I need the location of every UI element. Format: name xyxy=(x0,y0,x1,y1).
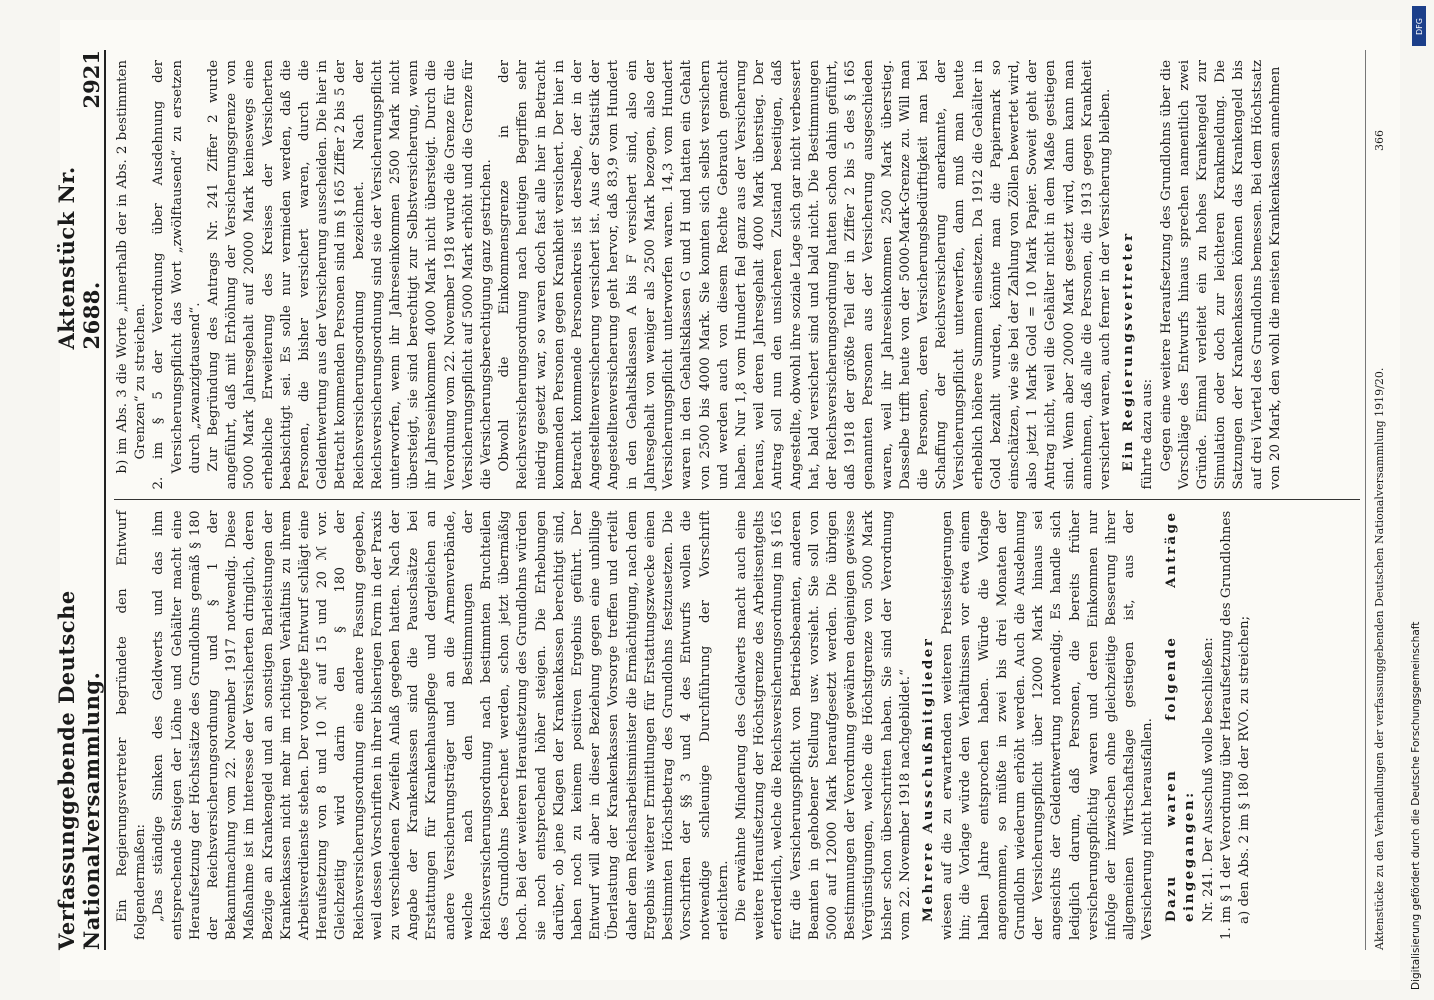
motion-heading: Nr. 241. Der Ausschuß wolle beschließen: xyxy=(1200,637,1216,922)
paragraph: „Das ständige Sinken des Geldwerts und das ihm entsprechende Steigen der Löhne und Gehälter macht eine Heraufsetzung der Höchstsätze des Grundlohns gemäß § 180 der Reichsversicherungsordnung und § 1 der Bekanntmachung vom 22. November 1917 notwendig. Diese Maßnahme ist im Interesse der Versicherten dringlich, deren Bezüge an Krankengeld und an sonstigen Barleistungen der Krankenkassen nicht mehr im richtigen Verhältnis zu ihrem Arbeitsverdienste stehen. Der vorgelegte Entwurf schlägt eine Heraufsetzung von 8 und 10 ℳ auf 15 und 20 ℳ vor. Gleichzeitig wird darin den § 180 der Reichsversicherungsordnung eine andere Fassung gegeben, weil dessen Vorschriften in ihrer bisherigen Form in der Praxis zu verschiedenen Zweifeln Anlaß gegeben hatten. Nach der Angabe der Krankenkassen sind die Pauschsätze bei Erstattungen für Krankenhauspflege und dergleichen an andere Versicherungsträger und an die Armenverbände, welche nach den Bestimmungen der Reichsversicherungsordnung nach bestimmten Bruchteilen des Grundlohns berechnet werden, schon jetzt übermäßig hoch. Bei der weiteren Heraufsetzung des Grundlohns würden sie noch entsprechend höher steigen. Die Erhebungen darüber, ob jene Klagen der Krankenkassen berechtigt sind, haben noch zu keinem positiven Ergebnis geführt. Der Entwurf will aber in dieser Beziehung gegen eine unbillige Überlastung der Krankenkassen Vorsorge treffen und erteilt daher dem Reichsarbeitsminister die Ermächtigung, nach dem Ergebnis weiterer Ermittlungen für Erstattungszwecke einen bestimmten Höchstbetrag des Grundlohns festzusetzen. Die Vorschriften der §§ 3 und 4 des Entwurfs wollen die notwendige schleunige Durchführung der Vorschrift erleichtern. xyxy=(151,510,731,940)
paragraph: führte dazu aus: xyxy=(1140,378,1156,490)
list-subitem: b) im Abs. 3 die Worte „innerhalb der in Abs. 2 bestimmten Grenzen“ zu streichen. xyxy=(115,60,149,474)
list-item: 1. im § 1 der Verordnung über Heraufsetzung des Grundlohnes xyxy=(1219,510,1235,940)
left-column xyxy=(114,500,1360,951)
footer-source: Aktenstücke zu den Verhandlungen der verfassunggebenden Deutschen Nationalversammlung 1919/20. xyxy=(1372,367,1386,950)
dfg-logo: DFG xyxy=(1412,6,1426,46)
list-subitem: a) den Abs. 2 im § 180 der RVO. zu streichen; xyxy=(1237,615,1253,924)
document-page xyxy=(54,20,1400,980)
digitization-credit: Digitalisierung gefördert durch die Deutsche Forschungsgemeinschaft xyxy=(1410,621,1422,990)
paragraph: Zur Begründung des Antrags Nr. 241 Ziffer 2 wurde angeführt, daß mit Erhöhung der Versicherungsgrenze von 5000 Mark Jahresgehalt auf 20000 Mark keineswegs eine erhebliche Erweiterung des Kreises der Versicherten beabsichtigt sei. Es solle nur vermieden werden, daß die Personen, die bisher versichert waren, durch die Geldentwertung aus der Versicherung ausscheiden. Die hier in Betracht kommenden Personen sind im § 165 Ziffer 2 bis 5 der Reichsversicherungsordnung bezeichnet. Nach der Reichsversicherungsordnung sind sie der Versicherungspflicht unterworfen, wenn ihr Jahreseinkommen 2500 Mark nicht übersteigt, sie sind berechtigt zur Selbstversicherung, wenn ihr Jahreseinkommen 4000 Mark nicht übersteigt. Durch die Verordnung vom 22. November 1918 wurde die Grenze für die Versicherungspflicht auf 5000 Mark erhöht und die Grenze für die Versicherungsberechtigung ganz gestrichen. xyxy=(206,60,495,490)
paragraph: Gegen eine weitere Heraufsetzung des Grundlohns über die Vorschläge des Entwurfs hinaus sprechen namentlich zwei Gründe. Einmal verleitet ein zu hohes Krankengeld zur Simulation oder doch zur leichteren Krankmeldung. Die Satzungen der Krankenkassen können das Krankengeld bis auf drei Viertel des Grundlohns bemessen. Bei dem Höchstsatz von 20 Mark, den wohl die meisten Krankenkassen annehmen xyxy=(1158,60,1283,490)
section-heading: Ein Regierungsvertreter xyxy=(1120,231,1137,472)
section-heading: Dazu waren folgende Anträge eingegangen: xyxy=(1162,510,1197,922)
section-heading: Mehrere Ausschußmitglieder xyxy=(919,636,936,922)
paragraph: Die erwähnte Minderung des Geldwerts macht auch eine weitere Heraufsetzung der Höchstgrenze des Arbeitsentgelts erforderlich, welche die Reichsversicherungsordnung im § 165 für die Versicherungspflicht von Betriebsbeamten, anderen Beamten in gehobener Stellung usw. vorsieht. Sie soll von 5000 auf 12000 Mark heraufgesetzt werden. Die übrigen Bestimmungen der Verordnung gewähren denjenigen gewisse Vergünstigungen, welche die Höchstgrenze von 5000 Mark bisher schon überschritten haben. Sie sind der Verordnung vom 22. November 1918 nachgebildet.“ xyxy=(733,510,913,940)
list-item: 2. im § 5 der Verordnung über Ausdehnung der Versicherungspflicht das Wort „zwölftausend“ zu ersetzen durch „zwanzigtausend“. xyxy=(151,60,203,490)
right-column xyxy=(114,50,1360,500)
footer-page-mark: 366 xyxy=(1372,130,1386,151)
page-header xyxy=(54,50,106,950)
text-columns xyxy=(114,50,1360,950)
header-document-number: Aktenstück Nr. 2688. xyxy=(54,166,104,350)
paragraph: Ein Regierungsvertreter begründete den Entwurf folgendermaßen: xyxy=(115,510,149,940)
header-title: Verfassunggebende Deutsche Nationalversammlung. xyxy=(54,590,104,950)
digitization-sidebar xyxy=(1406,0,1432,1000)
page-footer xyxy=(1365,50,1392,950)
paragraph: Obwohl die Einkommensgrenze in der Reichsversicherungsordnung nach heutigen Begriffen sehr niedrig gesetzt war, so waren doch fast alle hier in Betracht kommenden Personen gegen Krankheit versichert. Der hier in Betracht kommende Personenkreis ist derselbe, der in der Angestelltenversicherung versichert ist. Aus der Statistik der Angestelltenversicherung geht hervor, daß 83,9 vom Hundert in den Gehaltsklassen A bis F versichert sind, also ein Jahresgehalt von weniger als 2500 Mark bezogen, also der Versicherungspflicht unterworfen waren. 14,3 vom Hundert waren in den Gehaltsklassen G und H und hatten ein Gehalt von 2500 bis 4000 Mark. Sie konnten sich selbst versichern und werden auch von diesem Rechte Gebrauch gemacht haben. Nur 1,8 vom Hundert fiel ganz aus der Versicherung heraus, weil deren Jahresgehalt 4000 Mark überstieg. Der Antrag soll nun den unsicheren Zustand beseitigen, daß Angestellte, obwohl ihre soziale Lage sich gar nicht verbessert hat, bald versichert sind und bald nicht. Die Bestimmungen der Reichsversicherungsordnung hatten schon dahin geführt, daß 1918 der größte Teil der in Ziffer 2 bis 5 des § 165 genannten Personen aus der Versicherung ausgeschieden waren, weil ihr Jahreseinkommen 2500 Mark überstieg. Dasselbe trifft heute von der 5000-Mark-Grenze zu. Will man die Personen, deren Versicherungsbedürftigkeit man bei Schaffung der Reichsversicherung anerkannte, der Versicherungspflicht unterwerfen, dann muß man heute erheblich höhere Summen einsetzen. Da 1912 die Gehälter in Gold bezahlt wurden, könnte man die Papiermark so einschätzen, wie sie bei der Zahlung von Zöllen bewertet wird, also jetzt 1 Mark Gold = 10 Mark Papier. Soweit geht der Antrag nicht, weil die Gehälter nicht in dem Maße gestiegen sind. Wenn aber 20000 Mark gesetzt wird, dann kann man annehmen, daß alle die Personen, die 1913 gegen Krankheit versichert waren, auch ferner in der Versicherung bleiben. xyxy=(497,60,1113,490)
header-page-number: 2921 xyxy=(79,50,104,109)
paragraph: wiesen auf die zu erwartenden weiteren Preissteigerungen hin; die Vorlage würde den Verhältnissen vor etwa einem halben Jahre entsprochen haben. Würde die Vorlage angenommen, so müßte in zwei bis drei Monaten der Grundlohn wiederum erhöht werden. Auch die Ausdehnung der Versicherungspflicht über 12000 Mark hinaus sei angesichts der Geldentwertung notwendig. Es handle sich lediglich darum, daß Personen, die bereits früher versicherungspflichtig waren und deren Einkommen nur infolge der inzwischen ohne gleichzeitige Besserung ihrer allgemeinen Wirtschaftslage gestiegen ist, aus der Versicherung nicht herausfallen. xyxy=(940,510,1156,940)
